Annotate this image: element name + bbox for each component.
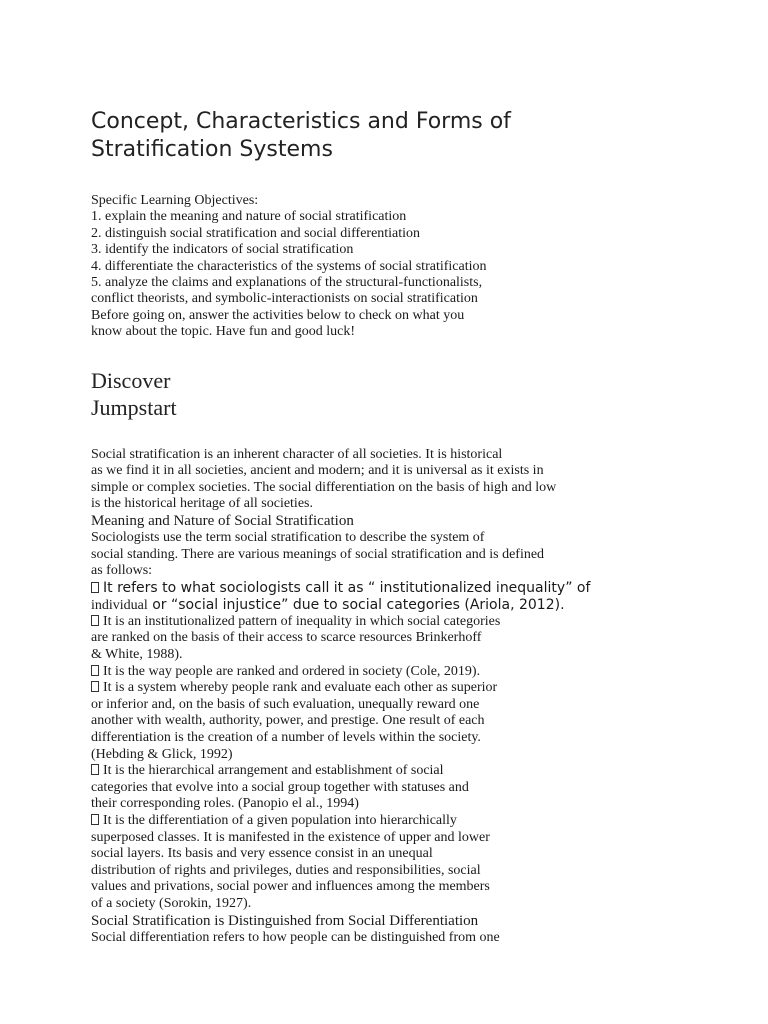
- definition-text: or “social injustice” due to social categories (Ariola, 2012).: [147, 596, 565, 613]
- definition-line: [91, 664, 731, 681]
- section-heading: [91, 367, 731, 421]
- definition-item: [91, 763, 731, 813]
- page-title: [91, 108, 731, 164]
- bullet-box-icon: [91, 582, 99, 593]
- definition-item: [91, 664, 731, 681]
- definition-line: distribution of rights and privileges, duties and responsibilities, social: [91, 862, 481, 878]
- bullet-box-icon: [91, 764, 99, 775]
- section-heading-line: Discover: [91, 367, 171, 393]
- definition-text: It is a system whereby people rank and evaluate each other as superior: [103, 680, 498, 696]
- definition-line: or inferior and, on the basis of such evaluation, unequally reward one: [91, 696, 480, 712]
- definition-line: [91, 813, 731, 830]
- section-heading-line: Jumpstart: [91, 394, 177, 420]
- paragraph-line: social standing. There are various meanings of social stratification and is defined: [91, 546, 545, 562]
- definitions-list: [91, 614, 731, 913]
- definition-line: of a society (Sorokin, 1927).: [91, 895, 252, 911]
- objective-item: 3. identify the indicators of social stratification: [91, 242, 354, 258]
- objectives-heading: Specific Learning Objectives:: [91, 193, 259, 208]
- paragraph-line: as we find it in all societies, ancient and modern; and it is universal as it exists in: [91, 463, 544, 479]
- title-line: Stratification Systems: [91, 137, 333, 162]
- paragraph-line: is the historical heritage of all societies.: [91, 496, 313, 512]
- definition-line: another with wealth, authority, power, and prestige. One result of each: [91, 713, 485, 729]
- bullet-box-icon: [91, 615, 99, 626]
- definition-text: individual: [91, 597, 148, 613]
- definition-line: [91, 614, 731, 631]
- objectives-note: Before going on, answer the activities below to check on what you: [91, 307, 465, 323]
- definition-line: [91, 763, 731, 780]
- definition-line: (Hebding & Glick, 1992): [91, 746, 233, 762]
- definition-item: [91, 680, 731, 763]
- document-content: [91, 108, 731, 946]
- meaning-heading: Meaning and Nature of Social Stratification: [91, 513, 354, 530]
- definition-text: It is an institutionalized pattern of inequality in which social categories: [103, 613, 501, 629]
- definition-line: [91, 597, 731, 614]
- definition-line: are ranked on the basis of their access to scarce resources Brinkerhoff: [91, 630, 482, 646]
- definition-line: social layers. Its basis and very essence consist in an unequal: [91, 846, 433, 862]
- paragraph-line: Social differentiation refers to how people can be distinguished from one: [91, 929, 500, 945]
- definition-text: It refers to what sociologists call it as “ institutionalized inequality” of: [103, 579, 591, 596]
- objectives-note: know about the topic. Have fun and good luck!: [91, 324, 355, 340]
- objective-item: 4. differentiate the characteristics of the systems of social stratification: [91, 258, 487, 274]
- bullet-box-icon: [91, 681, 99, 692]
- meaning-intro: [91, 530, 731, 580]
- paragraph-line: Social stratification is an inherent character of all societies. It is historical: [91, 446, 503, 462]
- definition-text: It is the differentiation of a given population into hierarchically: [103, 812, 457, 828]
- definition-line: [91, 580, 731, 597]
- paragraph-line: Sociologists use the term social stratification to describe the system of: [91, 530, 485, 546]
- paragraph-line: as follows:: [91, 563, 153, 579]
- objective-item: 2. distinguish social stratification and social differentiation: [91, 225, 421, 241]
- definition-line: values and privations, social power and influences among the members: [91, 879, 490, 895]
- definition-item: [91, 813, 731, 913]
- definition-line: [91, 680, 731, 697]
- learning-objectives: [91, 193, 731, 341]
- title-line: Concept, Characteristics and Forms of: [91, 109, 511, 134]
- definition-item: [91, 614, 731, 664]
- objective-item: 1. explain the meaning and nature of social stratification: [91, 209, 407, 225]
- objective-item: conflict theorists, and symbolic-interactionists on social stratification: [91, 291, 478, 307]
- definition-text: It is the way people are ranked and ordered in society (Cole, 2019).: [103, 663, 481, 679]
- distinguish-paragraph: [91, 930, 731, 947]
- distinguish-heading: Social Stratification is Distinguished from Social Differentiation: [91, 912, 479, 929]
- objective-item: 5. analyze the claims and explanations of the structural-functionalists,: [91, 275, 483, 291]
- definition-line: superposed classes. It is manifested in the existence of upper and lower: [91, 829, 490, 845]
- definition-line: & White, 1988).: [91, 647, 183, 662]
- paragraph-line: simple or complex societies. The social differentiation on the basis of high and low: [91, 479, 557, 495]
- definition-item: [91, 580, 731, 614]
- definition-line: differentiation is the creation of a number of levels within the society.: [91, 729, 481, 745]
- bullet-box-icon: [91, 665, 99, 676]
- definition-text: It is the hierarchical arrangement and establishment of social: [103, 763, 444, 779]
- definition-line: categories that evolve into a social group together with statuses and: [91, 779, 469, 795]
- bullet-box-icon: [91, 814, 99, 825]
- definition-line: their corresponding roles. (Panopio el al., 1994): [91, 796, 359, 812]
- intro-paragraph: [91, 447, 731, 513]
